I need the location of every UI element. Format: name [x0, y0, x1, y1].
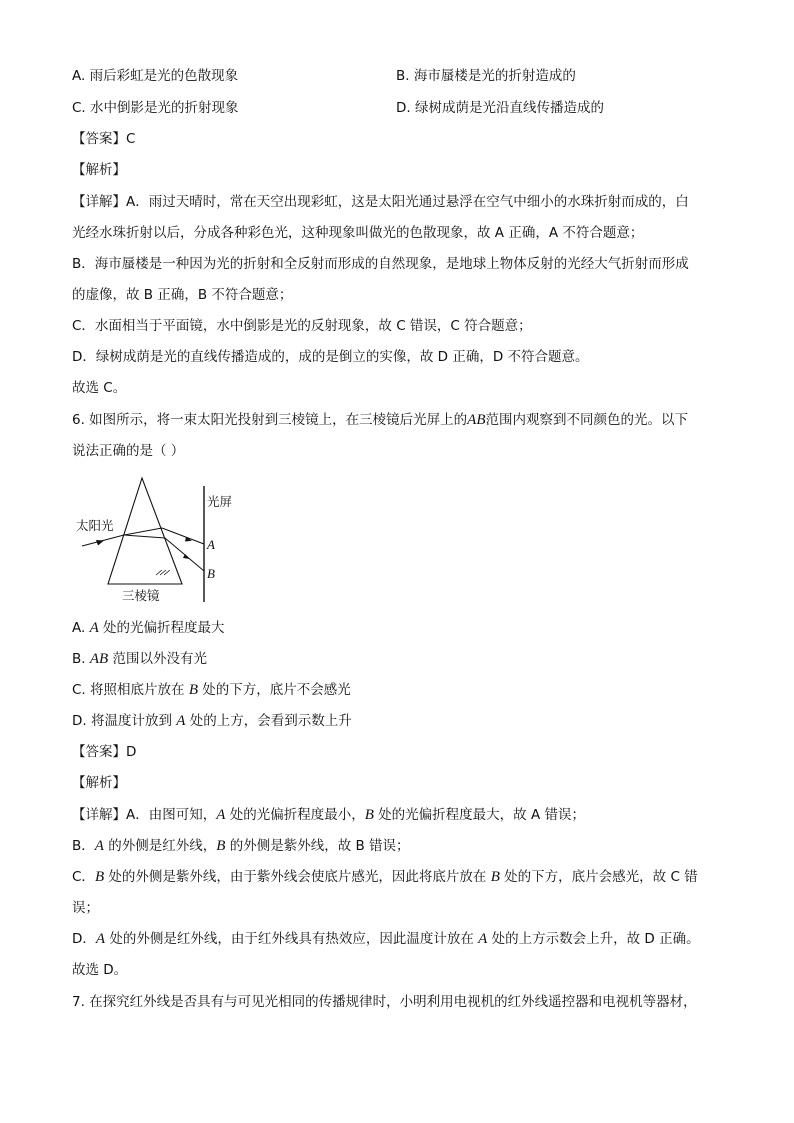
q5-explain-line: 【详解】A．雨过天晴时，常在天空出现彩虹，这是太阳光通过悬浮在空气中细小的水珠折射而成的，白: [72, 194, 689, 210]
sunlight-label: 太阳光: [76, 518, 114, 533]
q6-explain-line: D．A 处的外侧是红外线，由于红外线具有热效应，因此温度计放在 A 处的上方示数会上升，故 D 正确。: [72, 931, 700, 947]
q5-explain-line: 的虚像，故 B 正确，B 不符合题意；: [72, 287, 293, 303]
refracted-ray-red: [124, 528, 162, 535]
prism-label: 三棱镜: [122, 588, 160, 603]
q5-explain-line: 光经水珠折射以后，分成各种彩色光，这种现象叫做光的色散现象，故 A 正确，A 不符合题意；: [72, 225, 644, 241]
q5-analysis-label: 【解析】: [72, 162, 126, 178]
q6-option-c: C. 将照相底片放在 B 处的下方，底片不会感光: [72, 682, 351, 698]
q6-analysis-label: 【解析】: [72, 775, 126, 791]
q7-stem: 7. 在探究红外线是否具有与可见光相同的传播规律时，小明利用电视机的红外线遥控器和电视机等器材，: [72, 994, 697, 1010]
q6-explain-line: 【详解】A．由图可知，A 处的光偏折程度最小，B 处的光偏折程度最大，故 A 错误；: [72, 807, 585, 823]
q6-conclusion: 故选 D。: [72, 962, 128, 978]
prism-figure: [74, 474, 244, 610]
q5-explain-line: D．绿树成荫是光的直线传播造成的，成的是倒立的实像，故 D 正确，D 不符合题意。: [72, 349, 589, 365]
q5-option-a: A. 雨后彩虹是光的色散现象: [72, 68, 239, 84]
q5-explain-line: C．水面相当于平面镜，水中倒影是光的反射现象，故 C 错误，C 符合题意；: [72, 318, 532, 334]
q6-option-b: B. AB 范围以外没有光: [72, 651, 207, 667]
q6-explain-line: 误；: [72, 900, 99, 916]
q6-explain-line: B．A 的外侧是红外线，B 的外侧是紫外线，故 B 错误；: [72, 838, 410, 854]
q5-option-d: D. 绿树成荫是光沿直线传播造成的: [396, 100, 604, 116]
incident-ray-arrow: [96, 540, 104, 546]
q6-option-a: A. A 处的光偏折程度最大: [72, 620, 225, 636]
point-a-label: A: [207, 537, 215, 552]
q6-explain-line: C．B 处的外侧是紫外线，由于紫外线会使底片感光，因此将底片放在 B 处的下方，底片会感光，故 C 错: [72, 869, 698, 885]
q6-option-d: D. 将温度计放到 A 处的上方，会看到示数上升: [72, 713, 352, 729]
q6-answer: 【答案】D: [72, 744, 137, 760]
screen-label: 光屏: [207, 494, 233, 509]
point-b-label: B: [207, 566, 215, 581]
refracted-ray-violet: [124, 535, 165, 538]
q5-answer: 【答案】C: [72, 131, 136, 147]
q6-stem-line2: 说法正确的是（ ）: [72, 443, 185, 459]
q5-option-c: C. 水中倒影是光的折射现象: [72, 100, 239, 116]
q5-explain-line: B．海市蜃楼是一种因为光的折射和全反射而形成的自然现象，是地球上物体反射的光经大气折射而形成: [72, 256, 689, 272]
q5-conclusion: 故选 C。: [72, 380, 127, 396]
q6-stem-line1: 6. 如图所示，将一束太阳光投射到三棱镜上，在三棱镜后光屏上的AB范围内观察到不同颜色的光。以下: [72, 412, 688, 428]
q5-option-b: B. 海市蜃楼是光的折射造成的: [396, 68, 576, 84]
emergent-ray-a: [162, 528, 204, 544]
